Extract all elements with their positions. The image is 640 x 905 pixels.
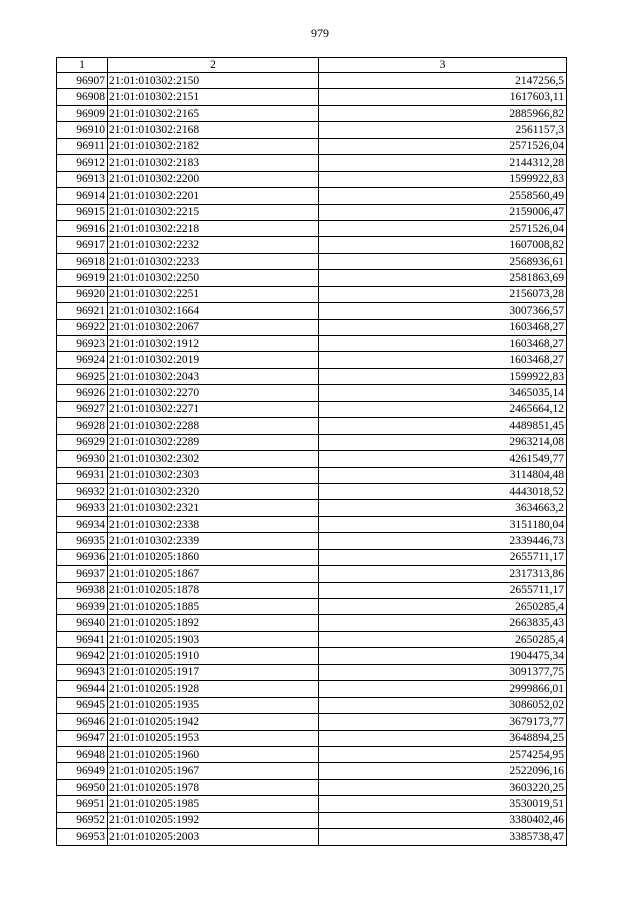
value-cell: 2558560,49 [319, 188, 567, 204]
table-row [57, 401, 567, 417]
cadastral-number-cell: 21:01:010302:2233 [108, 253, 319, 269]
row-index-cell: 96942 [57, 648, 108, 664]
row-index-cell: 96911 [57, 138, 108, 154]
cadastral-number-cell: 21:01:010302:2043 [108, 368, 319, 384]
table-row [57, 681, 567, 697]
table-row [57, 270, 567, 286]
row-index-cell: 96941 [57, 631, 108, 647]
table-row [57, 582, 567, 598]
table-row [57, 138, 567, 154]
cadastral-number-cell: 21:01:010205:1942 [108, 714, 319, 730]
value-cell: 3380402,46 [319, 812, 567, 828]
row-index-cell: 96915 [57, 204, 108, 220]
value-cell: 2650285,4 [319, 631, 567, 647]
cadastral-number-cell: 21:01:010302:2200 [108, 171, 319, 187]
row-index-cell: 96922 [57, 319, 108, 335]
value-cell: 2885966,82 [319, 105, 567, 121]
cadastral-number-cell: 21:01:010302:2215 [108, 204, 319, 220]
value-cell: 1607008,82 [319, 237, 567, 253]
cadastral-number-cell: 21:01:010302:2339 [108, 533, 319, 549]
cadastral-number-cell: 21:01:010302:2271 [108, 401, 319, 417]
row-index-cell: 96916 [57, 220, 108, 236]
table-row [57, 171, 567, 187]
table-row [57, 89, 567, 105]
value-cell: 2571526,04 [319, 220, 567, 236]
row-index-cell: 96944 [57, 681, 108, 697]
cadastral-number-cell: 21:01:010205:1928 [108, 681, 319, 697]
cadastral-value-table [56, 57, 567, 846]
column-header-cadastral-number: 2 [108, 58, 319, 73]
cadastral-number-cell: 21:01:010205:1935 [108, 697, 319, 713]
value-cell: 3530019,51 [319, 796, 567, 812]
value-cell: 4443018,52 [319, 483, 567, 499]
value-cell: 3151180,04 [319, 516, 567, 532]
value-cell: 1603468,27 [319, 336, 567, 352]
value-cell: 3091377,75 [319, 664, 567, 680]
table-row [57, 763, 567, 779]
value-cell: 2650285,4 [319, 599, 567, 615]
value-cell: 3648894,25 [319, 730, 567, 746]
table-row [57, 467, 567, 483]
value-cell: 1599922,83 [319, 368, 567, 384]
row-index-cell: 96919 [57, 270, 108, 286]
value-cell: 4261549,77 [319, 451, 567, 467]
table-row [57, 549, 567, 565]
table-row [57, 73, 567, 89]
row-index-cell: 96925 [57, 368, 108, 384]
value-cell: 2963214,08 [319, 434, 567, 450]
cadastral-number-cell: 21:01:010302:2270 [108, 385, 319, 401]
row-index-cell: 96937 [57, 566, 108, 582]
page-number: 979 [311, 26, 329, 40]
cadastral-number-cell: 21:01:010205:1860 [108, 549, 319, 565]
cadastral-number-cell: 21:01:010205:1885 [108, 599, 319, 615]
cadastral-number-cell: 21:01:010302:1664 [108, 303, 319, 319]
table-row [57, 451, 567, 467]
table-row [57, 122, 567, 138]
table-row [57, 516, 567, 532]
cadastral-number-cell: 21:01:010205:1960 [108, 746, 319, 762]
cadastral-number-cell: 21:01:010302:2218 [108, 220, 319, 236]
cadastral-number-cell: 21:01:010205:1985 [108, 796, 319, 812]
value-cell: 3465035,14 [319, 385, 567, 401]
row-index-cell: 96917 [57, 237, 108, 253]
row-index-cell: 96935 [57, 533, 108, 549]
row-index-cell: 96914 [57, 188, 108, 204]
row-index-cell: 96909 [57, 105, 108, 121]
cadastral-number-cell: 21:01:010205:1892 [108, 615, 319, 631]
table-row [57, 105, 567, 121]
value-cell: 2655711,17 [319, 582, 567, 598]
table-row [57, 746, 567, 762]
cadastral-number-cell: 21:01:010302:2067 [108, 319, 319, 335]
row-index-cell: 96931 [57, 467, 108, 483]
table-row [57, 303, 567, 319]
table-row [57, 829, 567, 845]
cadastral-number-cell: 21:01:010205:1910 [108, 648, 319, 664]
table-row [57, 664, 567, 680]
table-row [57, 599, 567, 615]
value-cell: 2147256,5 [319, 73, 567, 89]
value-cell: 2144312,28 [319, 155, 567, 171]
row-index-cell: 96940 [57, 615, 108, 631]
value-cell: 2339446,73 [319, 533, 567, 549]
table-row [57, 418, 567, 434]
value-cell: 1603468,27 [319, 352, 567, 368]
cadastral-number-cell: 21:01:010302:2288 [108, 418, 319, 434]
row-index-cell: 96951 [57, 796, 108, 812]
row-index-cell: 96950 [57, 779, 108, 795]
cadastral-number-cell: 21:01:010302:2251 [108, 286, 319, 302]
row-index-cell: 96948 [57, 746, 108, 762]
table-row [57, 368, 567, 384]
value-cell: 3603220,25 [319, 779, 567, 795]
table-row [57, 188, 567, 204]
row-index-cell: 96949 [57, 763, 108, 779]
value-cell: 2568936,61 [319, 253, 567, 269]
cadastral-number-cell: 21:01:010302:2183 [108, 155, 319, 171]
cadastral-number-cell: 21:01:010302:2320 [108, 483, 319, 499]
table-row [57, 220, 567, 236]
value-cell: 2574254,95 [319, 746, 567, 762]
cadastral-number-cell: 21:01:010302:2232 [108, 237, 319, 253]
value-cell: 1599922,83 [319, 171, 567, 187]
row-index-cell: 96939 [57, 599, 108, 615]
value-cell: 2317313,86 [319, 566, 567, 582]
table-row [57, 730, 567, 746]
table-row [57, 615, 567, 631]
row-index-cell: 96926 [57, 385, 108, 401]
cadastral-number-cell: 21:01:010302:2302 [108, 451, 319, 467]
value-cell: 3114804,48 [319, 467, 567, 483]
row-index-cell: 96928 [57, 418, 108, 434]
table-row [57, 533, 567, 549]
row-index-cell: 96918 [57, 253, 108, 269]
row-index-cell: 96907 [57, 73, 108, 89]
table-row [57, 385, 567, 401]
row-index-cell: 96927 [57, 401, 108, 417]
table-row [57, 155, 567, 171]
table-row [57, 648, 567, 664]
value-cell: 2999866,01 [319, 681, 567, 697]
table-row [57, 697, 567, 713]
cadastral-number-cell: 21:01:010302:2168 [108, 122, 319, 138]
table-row [57, 779, 567, 795]
row-index-cell: 96921 [57, 303, 108, 319]
value-cell: 2156073,28 [319, 286, 567, 302]
value-cell: 2522096,16 [319, 763, 567, 779]
table-header-row [57, 58, 567, 73]
table-row [57, 483, 567, 499]
value-cell: 3385738,47 [319, 829, 567, 845]
row-index-cell: 96936 [57, 549, 108, 565]
cadastral-number-cell: 21:01:010302:2250 [108, 270, 319, 286]
table-row [57, 500, 567, 516]
row-index-cell: 96912 [57, 155, 108, 171]
column-header-value: 3 [319, 58, 567, 73]
cadastral-number-cell: 21:01:010302:2165 [108, 105, 319, 121]
row-index-cell: 96934 [57, 516, 108, 532]
value-cell: 2561157,3 [319, 122, 567, 138]
cadastral-number-cell: 21:01:010205:1967 [108, 763, 319, 779]
row-index-cell: 96923 [57, 336, 108, 352]
table-row [57, 237, 567, 253]
value-cell: 2571526,04 [319, 138, 567, 154]
row-index-cell: 96952 [57, 812, 108, 828]
row-index-cell: 96933 [57, 500, 108, 516]
cadastral-number-cell: 21:01:010205:1917 [108, 664, 319, 680]
value-cell: 3634663,2 [319, 500, 567, 516]
table-row [57, 319, 567, 335]
column-header-index: 1 [57, 58, 108, 73]
table-row [57, 631, 567, 647]
row-index-cell: 96947 [57, 730, 108, 746]
value-cell: 4489851,45 [319, 418, 567, 434]
cadastral-number-cell: 21:01:010302:2150 [108, 73, 319, 89]
row-index-cell: 96938 [57, 582, 108, 598]
cadastral-number-cell: 21:01:010302:2338 [108, 516, 319, 532]
table-row [57, 336, 567, 352]
cadastral-number-cell: 21:01:010205:1953 [108, 730, 319, 746]
table-row [57, 286, 567, 302]
row-index-cell: 96930 [57, 451, 108, 467]
value-cell: 2465664,12 [319, 401, 567, 417]
row-index-cell: 96943 [57, 664, 108, 680]
cadastral-number-cell: 21:01:010205:1903 [108, 631, 319, 647]
table-row [57, 434, 567, 450]
cadastral-number-cell: 21:01:010302:2289 [108, 434, 319, 450]
value-cell: 1603468,27 [319, 319, 567, 335]
cadastral-number-cell: 21:01:010205:1978 [108, 779, 319, 795]
table-row [57, 204, 567, 220]
row-index-cell: 96920 [57, 286, 108, 302]
value-cell: 1617603,11 [319, 89, 567, 105]
row-index-cell: 96932 [57, 483, 108, 499]
cadastral-number-cell: 21:01:010302:2182 [108, 138, 319, 154]
cadastral-number-cell: 21:01:010302:2151 [108, 89, 319, 105]
value-cell: 3086052,02 [319, 697, 567, 713]
cadastral-number-cell: 21:01:010302:1912 [108, 336, 319, 352]
row-index-cell: 96945 [57, 697, 108, 713]
row-index-cell: 96910 [57, 122, 108, 138]
value-cell: 1904475,34 [319, 648, 567, 664]
cadastral-number-cell: 21:01:010205:2003 [108, 829, 319, 845]
table-body [57, 73, 567, 846]
value-cell: 2655711,17 [319, 549, 567, 565]
cadastral-number-cell: 21:01:010205:1992 [108, 812, 319, 828]
row-index-cell: 96908 [57, 89, 108, 105]
value-cell: 2663835,43 [319, 615, 567, 631]
table-row [57, 812, 567, 828]
row-index-cell: 96929 [57, 434, 108, 450]
cadastral-number-cell: 21:01:010205:1867 [108, 566, 319, 582]
row-index-cell: 96946 [57, 714, 108, 730]
cadastral-number-cell: 21:01:010205:1878 [108, 582, 319, 598]
row-index-cell: 96953 [57, 829, 108, 845]
table-row [57, 352, 567, 368]
cadastral-number-cell: 21:01:010302:2303 [108, 467, 319, 483]
table-row [57, 714, 567, 730]
table-row [57, 566, 567, 582]
table-row [57, 796, 567, 812]
table-row [57, 253, 567, 269]
value-cell: 3679173,77 [319, 714, 567, 730]
row-index-cell: 96924 [57, 352, 108, 368]
cadastral-number-cell: 21:01:010302:2201 [108, 188, 319, 204]
value-cell: 3007366,57 [319, 303, 567, 319]
cadastral-number-cell: 21:01:010302:2321 [108, 500, 319, 516]
value-cell: 2581863,69 [319, 270, 567, 286]
value-cell: 2159006,47 [319, 204, 567, 220]
cadastral-number-cell: 21:01:010302:2019 [108, 352, 319, 368]
row-index-cell: 96913 [57, 171, 108, 187]
